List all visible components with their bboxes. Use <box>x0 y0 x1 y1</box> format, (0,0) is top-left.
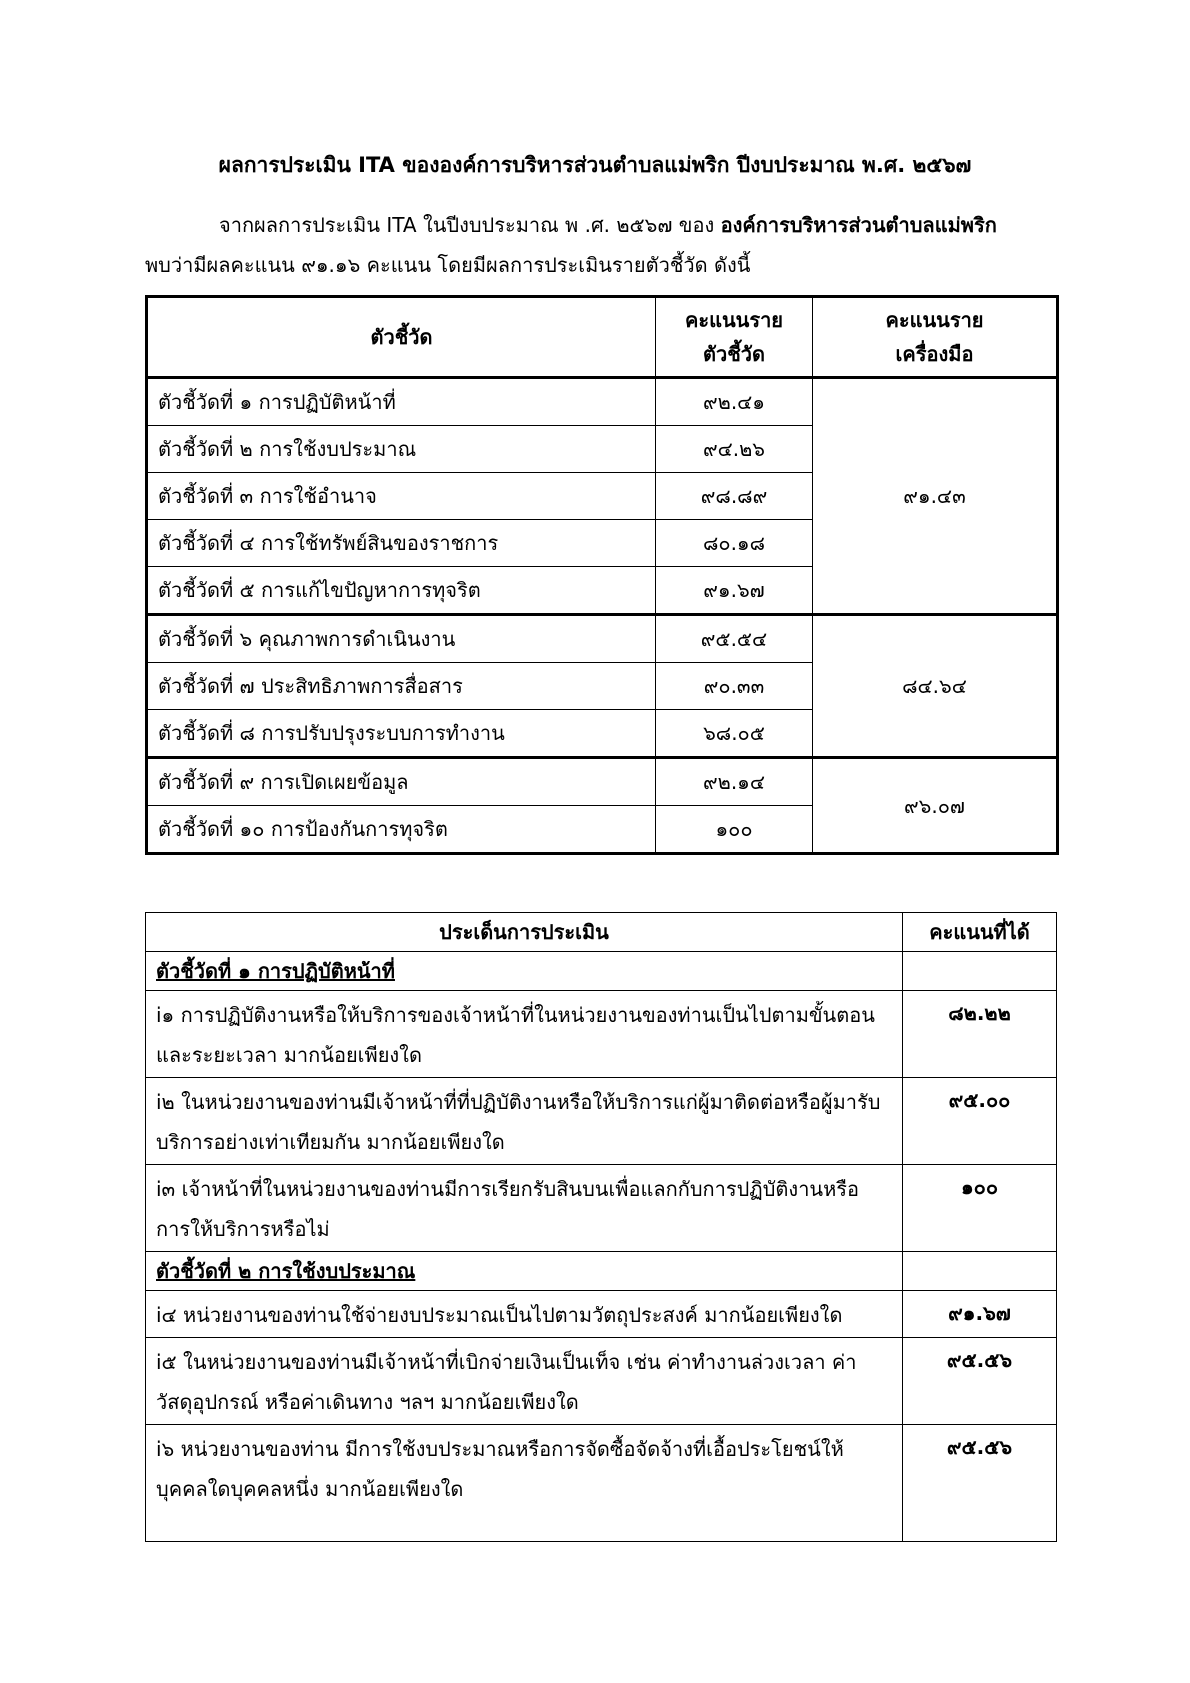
question-row <box>146 1291 1057 1338</box>
question-row <box>146 1425 1057 1542</box>
tool-score: ๙๑.๔๓ <box>813 378 1058 615</box>
indicator-label: ตัวชี้วัดที่ ๒ การใช้งบประมาณ <box>147 426 656 473</box>
indicator-score: ๙๘.๘๙ <box>656 473 813 520</box>
indicator-label: ตัวชี้วัดที่ ๘ การปรับปรุงระบบการทำงาน <box>147 710 656 758</box>
section-row <box>146 952 1057 991</box>
indicator-row <box>147 758 1058 806</box>
indicator-label: ตัวชี้วัดที่ ๙ การเปิดเผยข้อมูล <box>147 758 656 806</box>
indicator-score: ๙๒.๑๔ <box>656 758 813 806</box>
header-indicator: ตัวชี้วัด <box>147 297 656 378</box>
section-score-blank <box>903 1252 1057 1291</box>
indicator-score: ๙๐.๓๓ <box>656 663 813 710</box>
indicator-label: ตัวชี้วัดที่ ๕ การแก้ไขปัญหาการทุจริต <box>147 567 656 615</box>
question-text: i๓ เจ้าหน้าที่ในหน่วยงานของท่านมีการเรียกรับสินบนเพื่อแลกกับการปฏิบัติงานหรือการให้บริการหรือไม่ <box>146 1165 903 1252</box>
question-text: i๕ ในหน่วยงานของท่านมีเจ้าหน้าที่เบิกจ่ายเงินเป็นเท็จ เช่น ค่าทำงานล่วงเวลา ค่าวัสดุอุปกรณ์ หรือค่าเดินทาง ฯลฯ มากน้อยเพียงใด <box>146 1338 903 1425</box>
intro-org-name: องค์การบริหารส่วนตำบลแม่พริก <box>720 213 997 237</box>
indicator-label: ตัวชี้วัดที่ ๓ การใช้อำนาจ <box>147 473 656 520</box>
assessment-detail-table <box>145 912 1057 1542</box>
intro-prefix: จากผลการประเมิน ITA ในปีงบประมาณ พ .ศ. ๒๕๖๗ ของ <box>219 213 715 237</box>
question-score: ๙๕.๕๖ <box>903 1425 1057 1542</box>
question-score: ๑๐๐ <box>903 1165 1057 1252</box>
indicator-label: ตัวชี้วัดที่ ๗ ประสิทธิภาพการสื่อสาร <box>147 663 656 710</box>
question-score: ๘๒.๒๒ <box>903 991 1057 1078</box>
question-text: i๑ การปฏิบัติงานหรือให้บริการของเจ้าหน้าที่ในหน่วยงานของท่านเป็นไปตามขั้นตอนและระยะเวลา มากน้อยเพียงใด <box>146 991 903 1078</box>
section-row <box>146 1252 1057 1291</box>
question-text: i๖ หน่วยงานของท่าน มีการใช้งบประมาณหรือการจัดซื้อจัดจ้างที่เอื้อประโยชน์ให้บุคคลใดบุคคลหนึ่ง มากน้อยเพียงใด <box>146 1425 903 1542</box>
indicator-label: ตัวชี้วัดที่ ๑ การปฏิบัติหน้าที่ <box>147 378 656 426</box>
indicator-row <box>147 378 1058 426</box>
indicator-score: ๖๘.๐๕ <box>656 710 813 758</box>
tool-score: ๘๔.๖๔ <box>813 615 1058 758</box>
question-score: ๙๑.๖๗ <box>903 1291 1057 1338</box>
question-row <box>146 991 1057 1078</box>
section-title: ตัวชี้วัดที่ ๒ การใช้งบประมาณ <box>146 1252 903 1291</box>
indicator-score: ๙๔.๒๖ <box>656 426 813 473</box>
page-title: ผลการประเมิน ITA ขององค์การบริหารส่วนตำบลแม่พริก ปีงบประมาณ พ.ศ. ๒๕๖๗ <box>218 153 972 177</box>
detail-table-header <box>146 913 1057 952</box>
indicator-label: ตัวชี้วัดที่ ๔ การใช้ทรัพย์สินของราชการ <box>147 520 656 567</box>
intro-line-2: พบว่ามีผลคะแนน ๙๑.๑๖ คะแนน โดยมีผลการประเมินรายตัวชี้วัด ดังนี้ <box>145 253 751 277</box>
header-tool-score: คะแนนราย เครื่องมือ <box>813 297 1058 378</box>
question-row <box>146 1338 1057 1425</box>
indicator-label: ตัวชี้วัดที่ ๑๐ การป้องกันการทุจริต <box>147 806 656 854</box>
header-indicator-score: คะแนนราย ตัวชี้วัด <box>656 297 813 378</box>
indicator-score: ๙๒.๔๑ <box>656 378 813 426</box>
indicator-label: ตัวชี้วัดที่ ๖ คุณภาพการดำเนินงาน <box>147 615 656 663</box>
indicator-score: ๙๕.๕๔ <box>656 615 813 663</box>
indicator-score: ๑๐๐ <box>656 806 813 854</box>
question-row <box>146 1165 1057 1252</box>
question-text: i๔ หน่วยงานของท่านใช้จ่ายงบประมาณเป็นไปตามวัตถุประสงค์ มากน้อยเพียงใด <box>146 1291 903 1338</box>
tool-score: ๙๖.๐๗ <box>813 758 1058 854</box>
section-score-blank <box>903 952 1057 991</box>
indicator-score-table <box>145 295 1059 855</box>
indicator-row <box>147 615 1058 663</box>
header-score: คะแนนที่ได้ <box>903 913 1057 952</box>
question-row <box>146 1078 1057 1165</box>
intro-line-1 <box>145 205 1055 245</box>
question-score: ๙๕.๐๐ <box>903 1078 1057 1165</box>
header-issue: ประเด็นการประเมิน <box>146 913 903 952</box>
indicator-score: ๙๑.๖๗ <box>656 567 813 615</box>
section-title: ตัวชี้วัดที่ ๑ การปฏิบัติหน้าที่ <box>146 952 903 991</box>
question-text: i๒ ในหน่วยงานของท่านมีเจ้าหน้าที่ที่ปฏิบัติงานหรือให้บริการแก่ผู้มาติดต่อหรือผู้มารับบริการอย่างเท่าเทียมกัน มากน้อยเพียงใด <box>146 1078 903 1165</box>
intro-paragraph <box>145 205 1055 285</box>
indicator-table-header <box>147 297 1058 378</box>
indicator-score: ๘๐.๑๘ <box>656 520 813 567</box>
question-score: ๙๕.๕๖ <box>903 1338 1057 1425</box>
